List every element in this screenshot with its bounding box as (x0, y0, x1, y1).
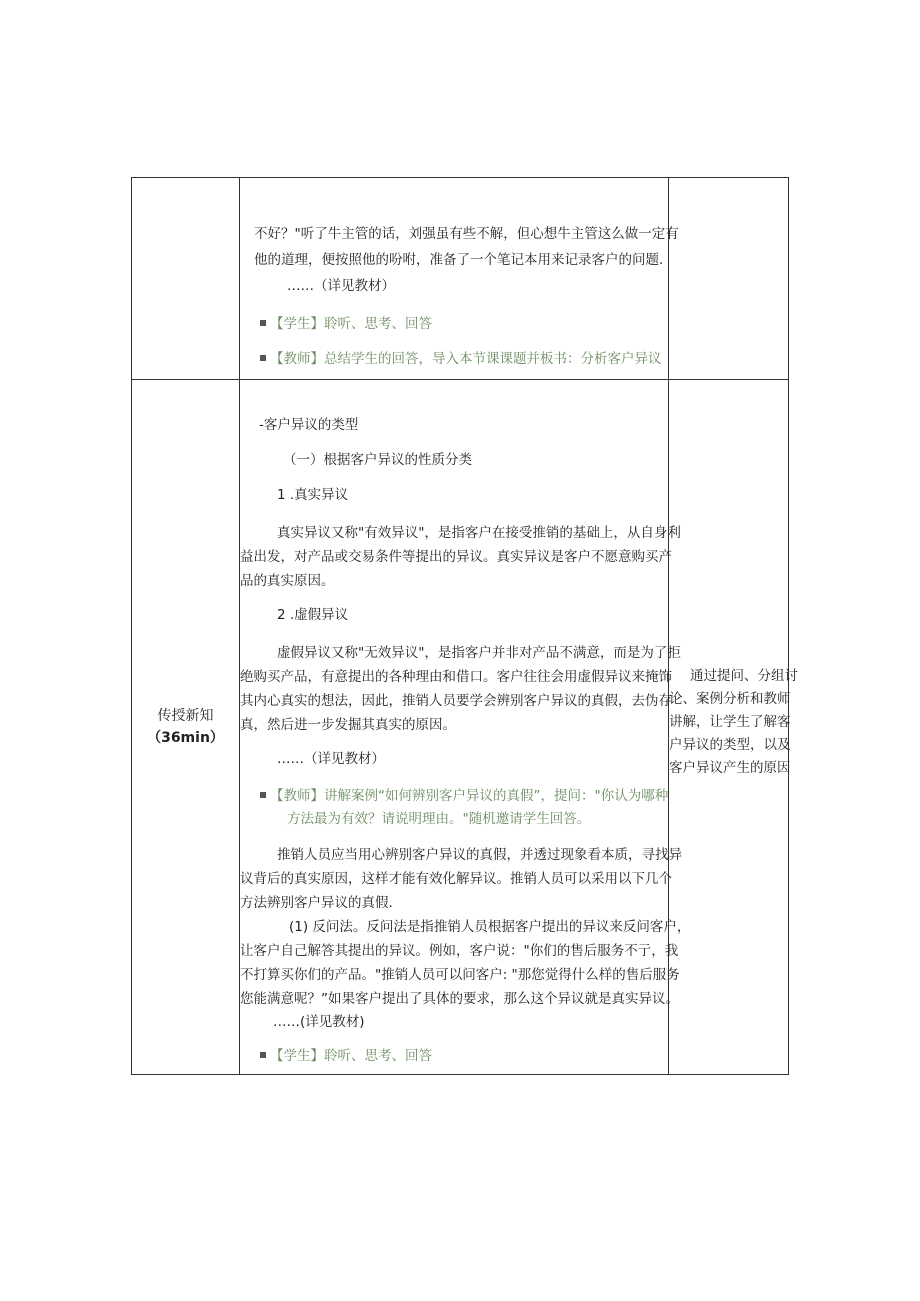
table-row (131, 379, 798, 1075)
section-heading: -客户异议的类型 (259, 417, 359, 433)
intent-line: 论、案例分析和教师 (669, 691, 791, 707)
paragraph-line: 绝购买产品，有意提出的各种理由和借口。客户往往会用虚假异议来掩饰 (240, 669, 672, 685)
column-divider (239, 178, 240, 379)
stage-time: （36min） (147, 730, 224, 746)
paragraph-line: 品的真实原因。 (240, 573, 335, 589)
lesson-table (131, 177, 798, 1075)
teacher-activity-text: 【教师】总结学生的回答，导入本节课课题并板书：分析客户异议 (270, 351, 662, 367)
method-line: (1) 反问法。反问法是指推销人员根据客户提出的异议来反问客户， (289, 919, 691, 935)
column-divider (668, 178, 669, 379)
item-title: 2 .虚假异议 (277, 607, 349, 623)
bullet-square-icon (260, 792, 266, 798)
table-row (131, 177, 789, 379)
paragraph-line: 其内心真实的想法，因此，推销人员要学会辨别客户异议的真假，去伪存 (240, 693, 672, 709)
student-activity-text: 【学生】聆听、思考、回答 (270, 1048, 432, 1064)
paragraph-line: 方法辨别客户异议的真假. (240, 895, 393, 911)
teacher-activity-text: 方法最为有效？请说明理由。"随机邀请学生回答。 (287, 811, 591, 827)
teacher-activity (260, 785, 668, 808)
intent-line: 通过提问、分组讨 (690, 668, 798, 684)
intent-line: 户异议的类型，以及 (669, 737, 791, 753)
see-textbook: ……(详见教材) (273, 1014, 365, 1030)
paragraph-line: 议背后的真实原因，这样才能有效化解异议。推销人员可以采用以下几个 (240, 871, 672, 887)
see-textbook: ……（详见教材） (287, 278, 395, 294)
teacher-activity-text: 【教师】讲解案例“如何辨别客户异议的真假”，提问："你认为哪种 (270, 788, 669, 804)
method-line: 不打算买你们的产品。"推销人员可以问客户: "那您觉得什么样的售后服务 (240, 967, 680, 983)
paragraph-line: 益出发，对产品或交易条件等提出的异议。真实异议是客户不愿意购买产 (240, 549, 672, 565)
method-line: 让客户自己解答其提出的异议。例如，客户说："你们的售后服务不亍，我 (240, 943, 679, 959)
paragraph-line: 真，然后进一步发掘其真实的原因。 (240, 717, 456, 733)
stage-cell (132, 705, 239, 749)
see-textbook: ……（详见教材） (277, 751, 385, 767)
intent-line: 客户异议产生的原因 (669, 760, 791, 776)
intent-line: 讲解，让学生了解客 (669, 714, 791, 730)
student-activity-text: 【学生】聆听、思考、回答 (270, 316, 432, 332)
bullet-square-icon (260, 355, 266, 361)
item-title: 1 .真实异议 (277, 487, 349, 503)
stage-name: 传授新知 (157, 708, 214, 724)
design-intent (669, 665, 798, 780)
subsection-heading: （一）根据客户异议的性质分类 (283, 452, 472, 468)
bullet-square-icon (260, 320, 266, 326)
teacher-activity (260, 348, 662, 371)
story-line: 不好？"听了牛主管的话，刘强虽有些不解，但心想牛主管这么做一定有 (254, 226, 679, 242)
student-activity (260, 1045, 432, 1068)
paragraph-line: 推销人员应当用心辨别客户异议的真假，并透过现象看本质，寻找异 (277, 847, 682, 863)
paragraph-line: 真实异议又称"有效异议"，是指客户在接受推销的基础上，从自身利 (277, 525, 681, 541)
bullet-square-icon (260, 1052, 266, 1058)
method-line: 您能满意呢？”如果客户提出了具体的要求，那么这个异议就是真实异议。 (240, 991, 679, 1007)
student-activity (260, 313, 432, 336)
story-line: 他的道理，便按照他的吩咐，准备了一个笔记本用来记录客户的问题. (254, 252, 664, 268)
paragraph-line: 虚假异议又称"无效异议"，是指客户并非对产品不满意，而是为了拒 (277, 645, 681, 661)
